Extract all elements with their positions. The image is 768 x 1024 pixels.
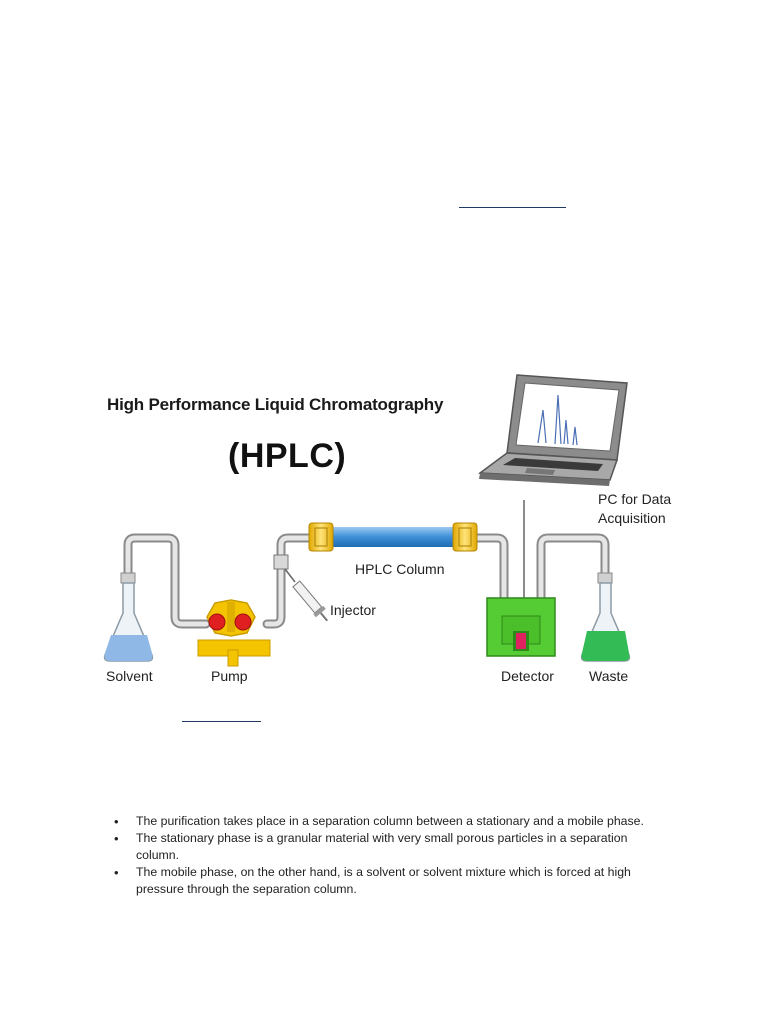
label-waste: Waste (589, 668, 629, 684)
label-detector: Detector (501, 668, 554, 684)
bullet-item: • The purification takes place in a separation column between a stationary and a mobile phase. (112, 813, 672, 830)
hplc-column (309, 523, 477, 551)
figure-subtitle: (HPLC) (228, 437, 347, 475)
label-solvent: Solvent (106, 668, 153, 684)
label-pc (598, 490, 671, 528)
label-pump: Pump (211, 668, 248, 684)
bullet-item: • The stationary phase is a granular material with very small porous particles in a separation column. (112, 830, 672, 864)
figure-title: High Performance Liquid Chromatography (107, 395, 444, 414)
hplc-diagram (95, 365, 695, 705)
label-injector: Injector (330, 602, 376, 618)
solvent-flask (105, 573, 153, 661)
detector (487, 598, 555, 656)
pump (198, 600, 270, 666)
label-pc-line2: Acquisition (598, 510, 666, 526)
label-hplc-column: HPLC Column (355, 561, 445, 577)
laptop (479, 375, 627, 486)
label-pc-line1: PC for Data (598, 491, 672, 507)
hplc-diagram-graphic (95, 365, 695, 705)
link-underline-top[interactable] (459, 207, 566, 208)
bullet-item: • The mobile phase, on the other hand, is a solvent or solvent mixture which is forced at high pressure through the separation column. (112, 864, 672, 898)
link-underline-bottom[interactable] (182, 721, 261, 722)
bullet-list (112, 813, 672, 898)
waste-flask (582, 573, 630, 661)
